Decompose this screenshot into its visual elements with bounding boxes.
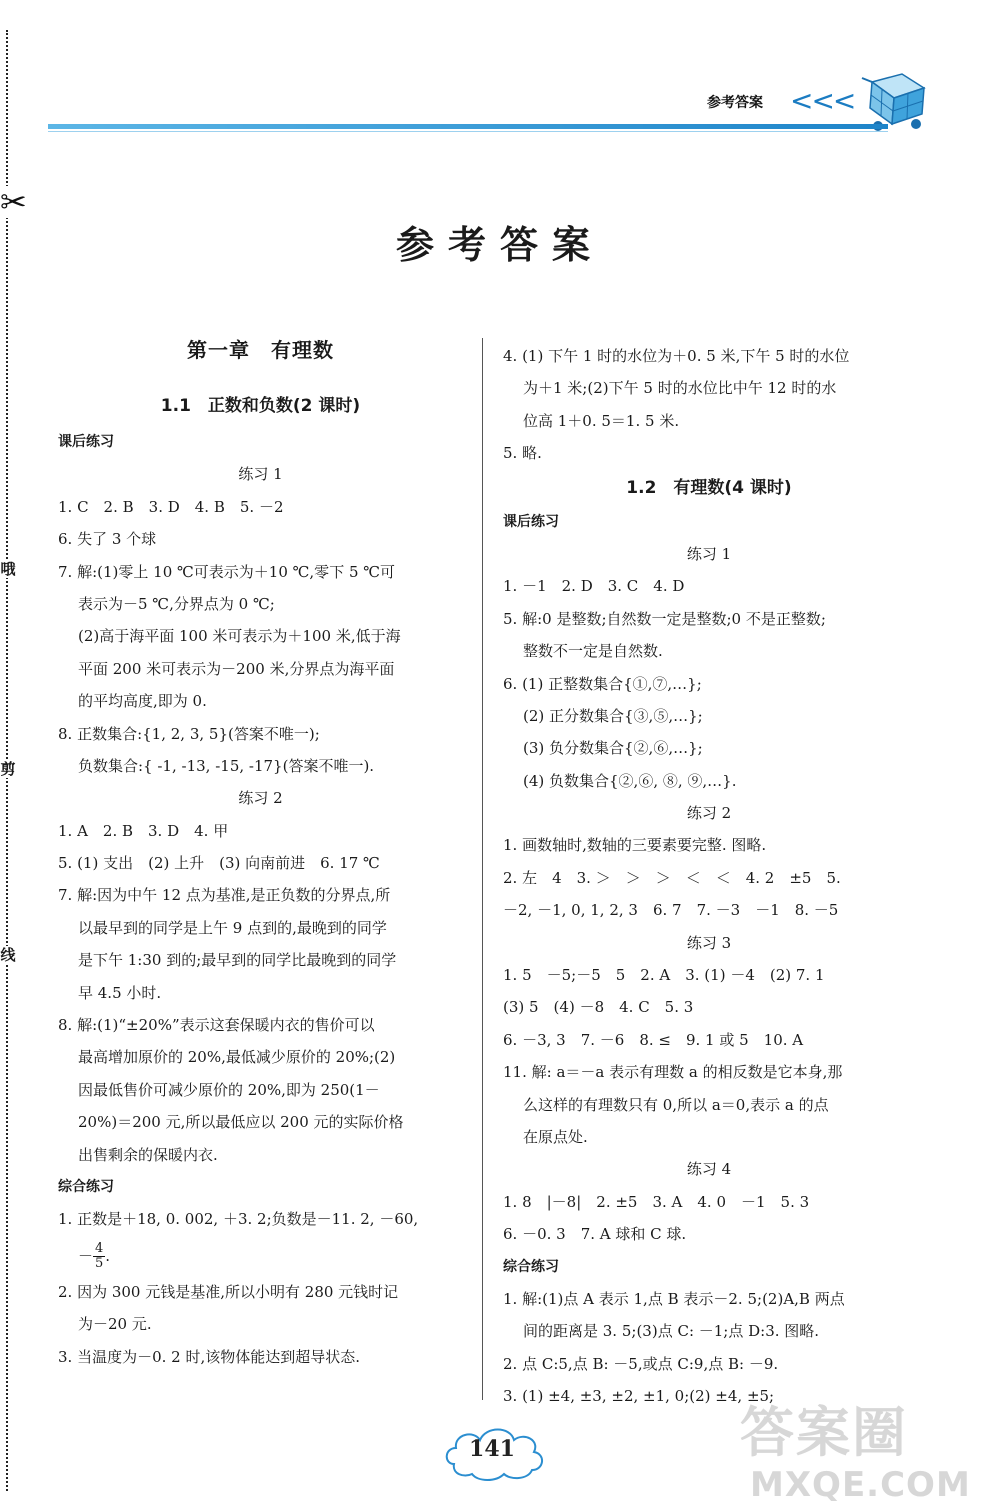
answer-line: 20%)＝200 元,所以最低应以 200 元的实际价格 bbox=[78, 1113, 404, 1132]
exercise-title: 练习 2 bbox=[686, 804, 732, 823]
answer-line: 7. 解:(1)零上 10 ℃可表示为＋10 ℃,零下 5 ℃可 bbox=[58, 562, 396, 581]
exercise-title: 练习 4 bbox=[686, 1160, 732, 1179]
answer-line: 最高增加原价的 20%,最低减少原价的 20%;(2) bbox=[78, 1048, 396, 1067]
column-divider bbox=[482, 338, 483, 1400]
answer-line: 6. －3, 3 7. －6 8. ≤ 9. 1 或 5 10. A bbox=[503, 1030, 804, 1049]
answer-line: 表示为－5 ℃,分界点为 0 ℃; bbox=[78, 594, 275, 613]
exercise-title: 练习 3 bbox=[686, 933, 732, 952]
answer-line: 的平均高度,即为 0. bbox=[78, 692, 207, 711]
subheading-after-class: 课后练习 bbox=[58, 434, 114, 450]
answer-line: 11. 解: a＝－a 表示有理数 a 的相反数是它本身,那 bbox=[503, 1063, 843, 1082]
fraction-end: . bbox=[105, 1246, 111, 1265]
answer-line: 位高 1＋0. 5＝1. 5 米. bbox=[523, 411, 680, 430]
answer-line: 8. 正数集合:{1, 2, 3, 5}(答案不唯一); bbox=[58, 724, 320, 743]
exercise-title: 练习 1 bbox=[686, 544, 732, 563]
answer-line: －2, －1, 0, 1, 2, 3 6. 7 7. －3 －1 8. －5 bbox=[503, 901, 839, 920]
answer-line: 6. (1) 正整数集合{①,⑦,…}; bbox=[503, 674, 702, 693]
answer-line: 1. －1 2. D 3. C 4. D bbox=[503, 577, 685, 596]
section-heading: 1.1 正数和负数(2 课时) bbox=[160, 396, 361, 416]
answer-line: 6. －0. 3 7. A 球和 C 球. bbox=[503, 1225, 687, 1244]
chevrons-icon: <<< bbox=[790, 84, 855, 117]
answer-line: (3) 5 (4) －8 4. C 5. 3 bbox=[503, 998, 694, 1017]
answer-line: (3) 负分数集合{②,⑥,…}; bbox=[523, 739, 703, 758]
answer-line: 8. 解:(1)“±20%”表示这套保暖内衣的售价可以 bbox=[58, 1016, 375, 1035]
answer-line: 因最低售价可减少原价的 20%,即为 250(1－ bbox=[78, 1080, 380, 1099]
answer-line: 1. 解:(1)点 A 表示 1,点 B 表示－2. 5;(2)A,B 两点 bbox=[503, 1289, 845, 1308]
cut-label-3: 线 bbox=[0, 946, 16, 964]
answer-line: 1. 5 －5;－5 5 2. A 3. (1) －4 (2) 7. 1 bbox=[503, 966, 825, 985]
answer-line: 出售剩余的保暖内衣. bbox=[78, 1145, 218, 1164]
answer-line: 为－20 元. bbox=[78, 1315, 152, 1334]
answer-line: 是下午 1:30 到的;最早到的同学比最晚到的同学 bbox=[78, 951, 397, 970]
fraction-numerator: 4 bbox=[95, 1241, 104, 1257]
subheading-comprehensive: 综合练习 bbox=[58, 1178, 114, 1195]
answer-line: (4) 负数集合{②,⑥, ⑧, ⑨,…}. bbox=[523, 771, 737, 790]
watermark-logo-text: 答案圈 bbox=[740, 1401, 908, 1464]
answer-line: 负数集合:{ -1, -13, -15, -17}(答案不唯一). bbox=[78, 756, 375, 775]
answer-line: 么这样的有理数只有 0,所以 a＝0,表示 a 的点 bbox=[523, 1095, 829, 1114]
section-heading: 1.2 有理数(4 课时) bbox=[626, 477, 792, 498]
subheading-comprehensive: 综合练习 bbox=[503, 1258, 559, 1275]
answer-line-fraction bbox=[58, 1236, 463, 1276]
answer-line: 为＋1 米;(2)下午 5 时的水位比中午 12 时的水 bbox=[523, 379, 837, 398]
watermark-url: MXQE.COM bbox=[750, 1465, 971, 1505]
answer-line: 2. 左 4 3. ＞ ＞ ＞ ＜ ＜ 4. 2 ±5 5. bbox=[503, 868, 841, 887]
header-rule-thin bbox=[48, 131, 888, 132]
answer-line: 间的距离是 3. 5;(3)点 C: －1;点 D:3. 图略. bbox=[523, 1322, 820, 1341]
exercise-title: 练习 1 bbox=[238, 465, 283, 484]
fraction-denominator: 5 bbox=[95, 1256, 104, 1272]
answer-line: (2) 正分数集合{③,⑤,…}; bbox=[523, 706, 703, 725]
watermark bbox=[740, 1401, 1000, 1511]
fraction-sign: － bbox=[78, 1246, 94, 1265]
chapter-heading: 第一章 有理数 bbox=[187, 338, 334, 362]
answer-line: 2. 点 C:5,点 B: －5,或点 C:9,点 B: －9. bbox=[503, 1354, 779, 1373]
answer-line: 平面 200 米可表示为－200 米,分界点为海平面 bbox=[78, 659, 395, 678]
answer-line: 5. (1) 支出 (2) 上升 (3) 向南前进 6. 17 ℃ bbox=[58, 854, 380, 873]
subheading-after-class: 课后练习 bbox=[503, 513, 559, 530]
page-title: 参考答案 bbox=[395, 223, 604, 267]
left-column bbox=[58, 340, 463, 1373]
answer-line: 7. 解:因为中午 12 点为基准,是正负数的分界点,所 bbox=[58, 886, 391, 905]
header-rule bbox=[48, 124, 888, 129]
answer-line: 早 4.5 小时. bbox=[78, 983, 162, 1002]
answer-line: 1. A 2. B 3. D 4. 甲 bbox=[58, 821, 229, 840]
cut-label-2: 剪 bbox=[0, 760, 16, 778]
answer-line: 6. 失了 3 个球 bbox=[58, 530, 157, 549]
right-column bbox=[503, 340, 915, 1413]
answer-line: 4. (1) 下午 1 时的水位为＋0. 5 米,下午 5 时的水位 bbox=[503, 347, 850, 365]
page-number: 141 bbox=[469, 1436, 515, 1462]
answer-line: 在原点处. bbox=[523, 1127, 588, 1146]
answer-line: 1. 正数是＋18, 0. 002, ＋3. 2;负数是－11. 2, －60, bbox=[58, 1210, 419, 1229]
answer-line: 3. (1) ±4, ±3, ±2, ±1, 0;(2) ±4, ±5; bbox=[503, 1387, 775, 1406]
answer-line: 1. 画数轴时,数轴的三要素要完整. 图略. bbox=[503, 836, 767, 855]
answer-line: 整数不一定是自然数. bbox=[523, 642, 663, 661]
answer-line: 5. 略. bbox=[503, 444, 542, 463]
exercise-title: 练习 2 bbox=[238, 789, 283, 808]
header-label: 参考答案 bbox=[707, 95, 763, 111]
answer-line: 以最早到的同学是上午 9 点到的,最晚到的同学 bbox=[78, 918, 387, 937]
answer-line: 5. 解:0 是整数;自然数一定是整数;0 不是正整数; bbox=[503, 609, 826, 628]
fraction bbox=[93, 1242, 105, 1271]
scissors-icon: ✂ bbox=[0, 183, 27, 221]
cube-cart-icon bbox=[858, 68, 930, 132]
answer-line: 1. C 2. B 3. D 4. B 5. －2 bbox=[58, 497, 284, 516]
page-number-badge bbox=[440, 1420, 548, 1486]
answer-line: 3. 当温度为－0. 2 时,该物体能达到超导状态. bbox=[58, 1347, 361, 1366]
answer-line: 2. 因为 300 元钱是基准,所以小明有 280 元钱时记 bbox=[58, 1282, 399, 1301]
cut-label-1: 哦 bbox=[0, 560, 16, 578]
answer-line: (2)高于海平面 100 米可表示为＋100 米,低于海 bbox=[78, 627, 401, 646]
answer-line: 1. 8 |－8| 2. ±5 3. A 4. 0 －1 5. 3 bbox=[503, 1192, 810, 1211]
